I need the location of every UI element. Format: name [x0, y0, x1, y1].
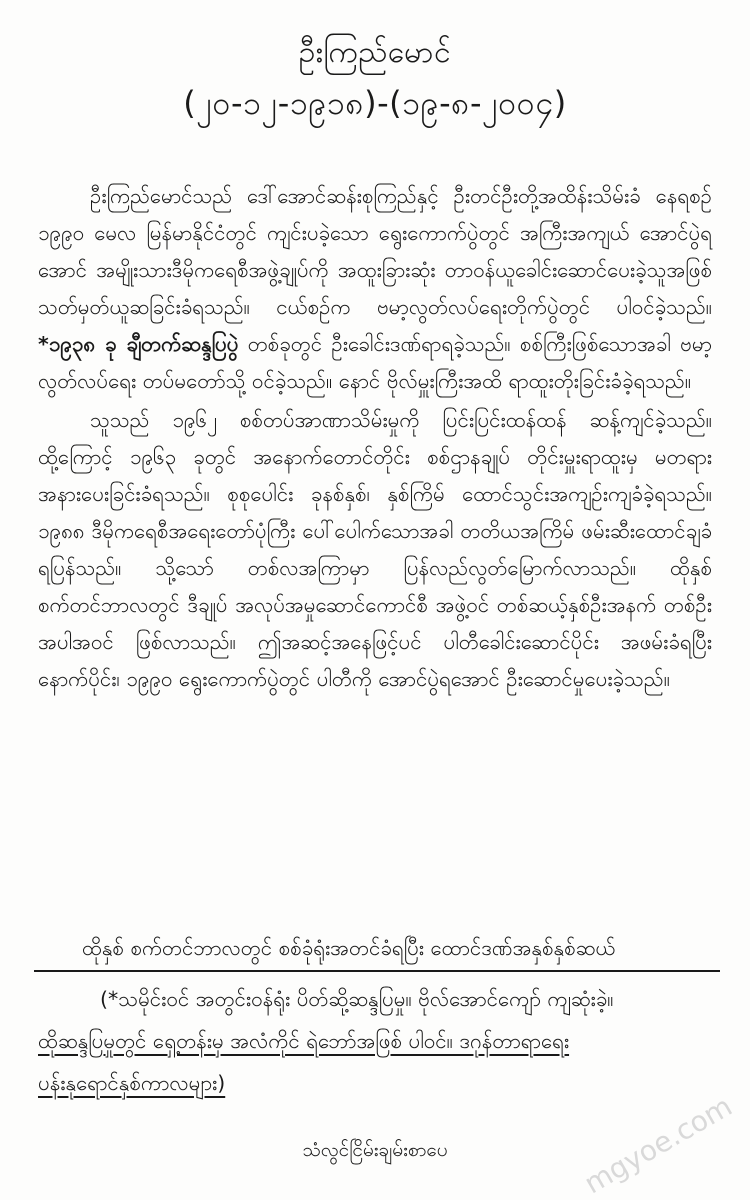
watermark: mgyoe.com [578, 1089, 738, 1200]
person-name-heading: ဦးကြည်မောင် [298, 35, 452, 70]
paragraph-2: သူသည် ၁၉၆၂ စစ်တပ်အာဏာသိမ်းမှုကို ပြင်းပြင်းထန်ထန် ဆန့်ကျင်ခဲ့သည်။ ထို့ကြောင့် ၁၉၆၃ ခုတွင် အနောက်တောင်တိုင်း စစ်ဌာနချုပ် တိုင်းမှူးရာထူးမှ မတရားအနားပေးခြင်းခံရသည်။ စုစုပေါင်း ခုနစ်နှစ်၊ နှစ်ကြိမ် ထောင်သွင်းအကျဉ်းကျခံခဲ့ရသည်။ ၁၉၈၈ ဒီမိုကရေစီအရေးတော်ပုံကြီး ပေါ်ပေါက်သောအခါ တတိယအကြိမ် ဖမ်းဆီးထောင်ချခံရပြန်သည်။ သို့သော် တစ်လအကြာမှာ ပြန်လည်လွတ်မြောက်လာသည်။ ထိုနှစ် စက်တင်ဘာလတွင် ဒီချုပ် အလုပ်အမှုဆောင်ကောင်စီ အဖွဲ့ဝင် တစ်ဆယ့်နှစ်ဦးအနက် တစ်ဦးအပါအဝင် ဖြစ်လာသည်။ ဤအဆင့်အနေဖြင့်ပင် ပါတီခေါင်းဆောင်ပိုင်း အဖမ်းခံရပြီးနောက်ပိုင်း၊ ၁၉၉၀ ရွေးကောက်ပွဲတွင် ပါတီကို အောင်ပွဲရအောင် ဦးဆောင်မှုပေးခဲ့သည်။ [38, 408, 712, 691]
footnote-block [38, 978, 718, 1104]
biography-body [38, 178, 712, 698]
paragraph-1 [38, 178, 712, 400]
paragraph-1-bold-event: *၁၉၃၈ ခု ချီတက်ဆန္ဒပြပွဲ [38, 332, 239, 356]
paragraph-1-text-a: ဦးကြည်မောင်သည် ဒေါ်အောင်ဆန်းစုကြည်နှင့် ဦးတင်ဦးတို့အထိန်းသိမ်းခံ နေရစဉ် ၁၉၉၀ မေလ မြန်မာနိုင်ငံတွင် ကျင်းပခဲ့သော ရွေးကောက်ပွဲတွင် အကြီးအကျယ် အောင်ပွဲရအောင် အမျိုးသားဒီမိုကရေစီအဖွဲ့ချုပ်ကို အထူးခြားဆုံး တာဝန်ယူခေါင်းဆောင်ပေးခဲ့သူအဖြစ် သတ်မှတ်ယူဆခြင်းခံရသည်။ ငယ်စဉ်က ဗမာ့လွတ်လပ်ရေးတိုက်ပွဲတွင် ပါဝင်ခဲ့သည်။ [38, 184, 712, 319]
divider-rule [34, 970, 720, 972]
footnote-line-3: ပန်းနုရောင်နှစ်ကာလများ) [38, 1071, 226, 1095]
footnote-line-2: ထိုဆန္ဒပြမှုတွင် ရှေ့တန်းမှ အလံကိုင် ရဲဘော်အဖြစ် ပါဝင်။ ဒဂုန်တာရာရေး [38, 1029, 570, 1053]
footnote-line-1: (*သမိုင်းဝင် အတွင်းဝန်ရုံး ပိတ်ဆို့ဆန္ဒပြမှု။ ဗိုလ်အောင်ကျော် ကျဆုံးခဲ့။ [100, 987, 614, 1011]
life-dates-heading: (၂၀-၁၂-၁၉၁၈)-(၁၉-၈-၂၀၀၄) [183, 84, 567, 122]
publisher-footer: သံလွင်ငြိမ်းချမ်းစာပေ [302, 1139, 448, 1161]
paragraph-1-text-b: တစ်ခုတွင် ဦးခေါင်းဒဏ်ရာရခဲ့သည်။ စစ်ကြီးဖြစ်သောအခါ ဗမာ့လွတ်လပ်ရေး တပ်မတော်သို့ ဝင်ခဲ့သည်။ နောင် ဗိုလ်မှူးကြီးအထိ ရာထူးတိုးခြင်းခံခဲ့ရသည်။ [38, 332, 712, 393]
trailing-line: ထိုနှစ် စက်တင်ဘာလတွင် စစ်ခုံရုံးအတင်ခံရပြီး ထောင်ဒဏ်အနှစ်နှစ်ဆယ် [82, 936, 616, 960]
